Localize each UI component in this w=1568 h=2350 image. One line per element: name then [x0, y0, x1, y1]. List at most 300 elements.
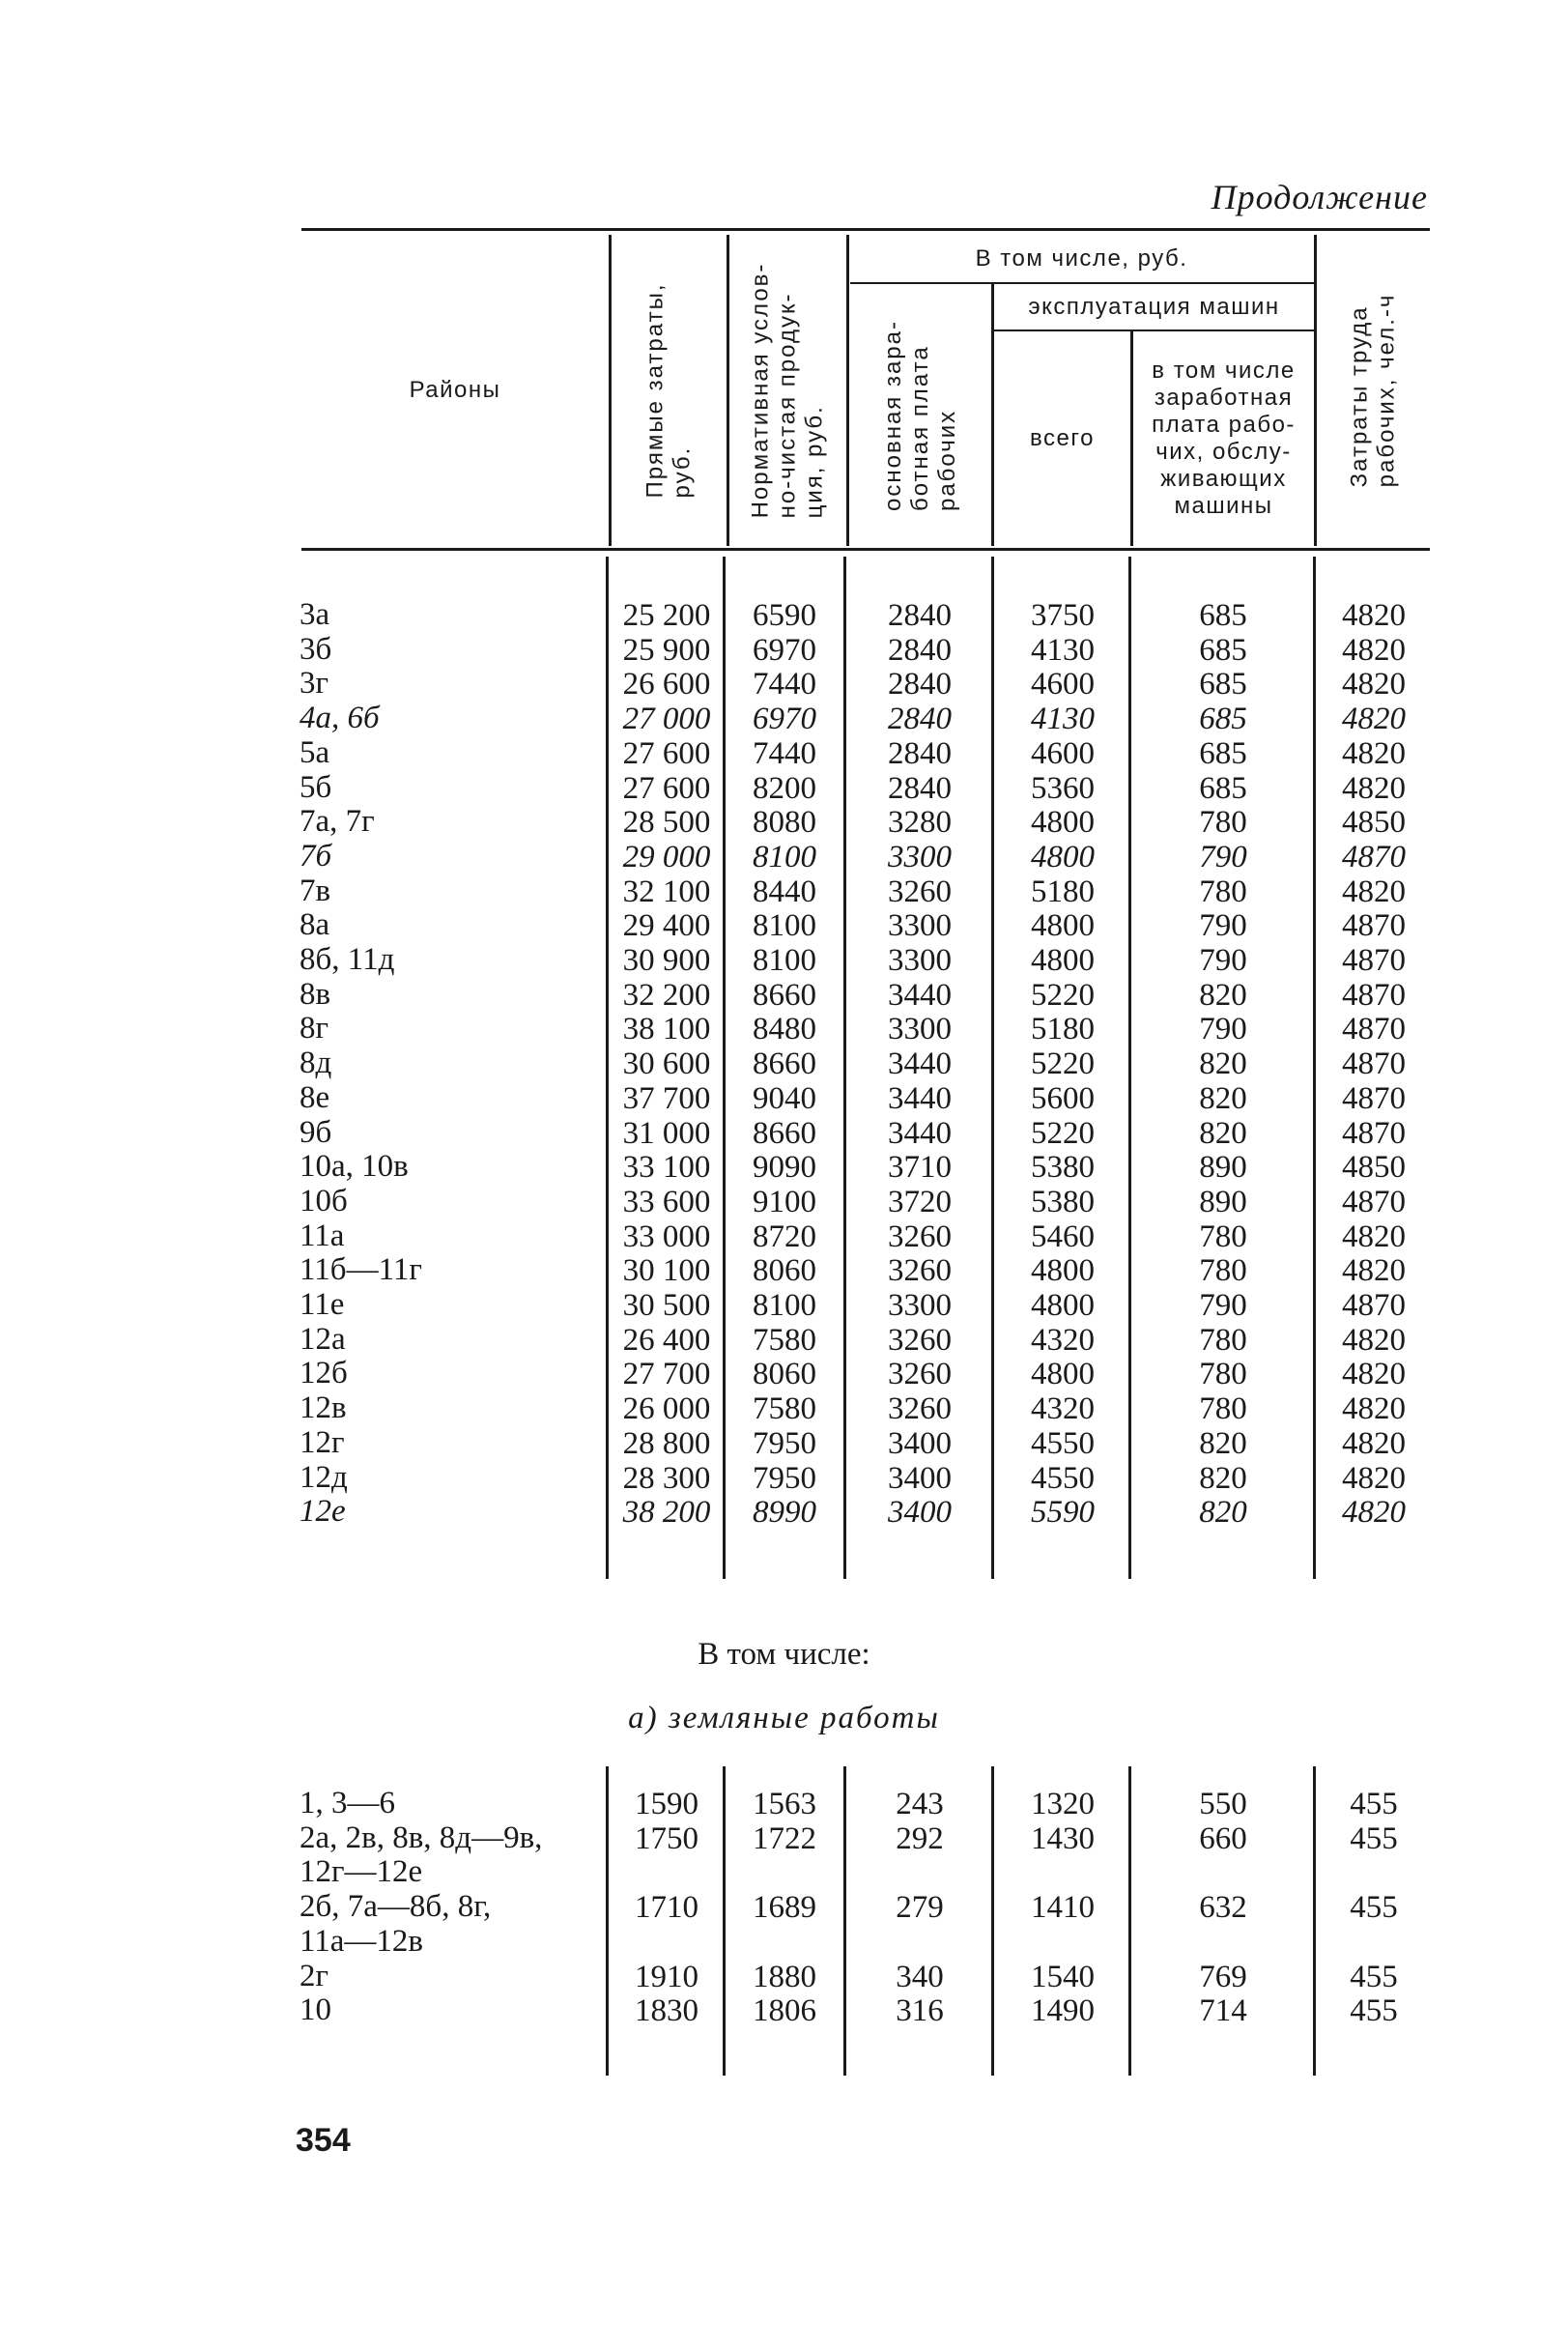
main-table-direct-cell: 33 600 — [622, 1184, 711, 1219]
main-table-wage-cell: 3260 — [888, 1253, 952, 1289]
main-table-direct-cell: 26 400 — [622, 1322, 711, 1358]
main-table-wage-cell: 3400 — [888, 1495, 952, 1531]
earth-table-wage-cell: 340 — [896, 1959, 944, 1994]
main-table-machine-wage-cell: 790 — [1199, 1012, 1247, 1047]
main-table-wage-cell: 3260 — [888, 874, 952, 909]
main-table-district-line: 3а — [299, 597, 330, 632]
main-table-product-cell: 7950 — [753, 1425, 816, 1461]
main-table-labor-cell: 4870 — [1342, 1115, 1406, 1151]
main-table-machine-total-cell: 4130 — [1031, 702, 1095, 737]
main-table-machine-wage-cell: 780 — [1199, 1253, 1247, 1289]
main-table-wage-cell: 3300 — [888, 908, 952, 944]
main-table-product-cell: 8100 — [753, 1288, 816, 1323]
main-table-district — [299, 1357, 348, 1391]
main-table-product-cell: 8100 — [753, 839, 816, 874]
main-table-machine-total-cell: 5220 — [1031, 1046, 1095, 1082]
main-table-direct-cell: 28 500 — [622, 805, 711, 841]
header-base-wage — [849, 284, 991, 546]
header-direct-costs-line-1: Прямые затраты, — [641, 282, 669, 499]
main-table-product-cell: 8440 — [753, 874, 816, 909]
main-table-district-line: 4а, 6б — [299, 701, 380, 736]
main-table-product-cell: 8480 — [753, 1012, 816, 1047]
main-table-machine-total-cell: 4800 — [1031, 943, 1095, 978]
main-table-wage-cell: 3720 — [888, 1184, 952, 1219]
main-table-direct-cell: 27 700 — [622, 1357, 711, 1392]
main-table-machine-wage-cell: 780 — [1199, 805, 1247, 841]
main-table-row — [0, 667, 1568, 702]
main-table-district-line: 7а, 7г — [299, 804, 375, 840]
main-table-direct-cell: 25 900 — [622, 632, 711, 668]
earth-table-district — [299, 1993, 331, 2028]
main-table-district — [299, 736, 329, 771]
main-table-district-line: 7б — [299, 838, 332, 874]
header-machine-wage-line-6: машины — [1174, 493, 1273, 519]
main-table-row — [0, 598, 1568, 633]
earth-table-row — [0, 1993, 1568, 2028]
main-table-district — [299, 1116, 331, 1151]
earth-table-machine-total-cell: 1540 — [1031, 1959, 1095, 1994]
main-table-labor-cell: 4820 — [1342, 1218, 1406, 1254]
main-table-machine-total-cell: 5220 — [1031, 1115, 1095, 1151]
main-table-machine-wage-cell: 820 — [1199, 1046, 1247, 1082]
main-table-district — [299, 1081, 329, 1116]
main-table-direct-cell: 28 300 — [622, 1460, 711, 1496]
main-table-machine-wage-cell: 685 — [1199, 735, 1247, 771]
main-table-product-cell: 8060 — [753, 1357, 816, 1392]
header-direct-costs-label — [642, 283, 697, 499]
main-table-district — [299, 598, 329, 633]
main-table-wage-cell: 3300 — [888, 943, 952, 978]
main-table-direct-cell: 28 800 — [622, 1425, 711, 1461]
main-table-machine-wage-cell: 685 — [1199, 702, 1247, 737]
main-table-district — [299, 771, 331, 806]
main-table-product-cell: 7580 — [753, 1391, 816, 1427]
main-table-row — [0, 1150, 1568, 1185]
header-machine-operation — [994, 284, 1314, 330]
main-table-product-cell: 8200 — [753, 770, 816, 806]
header-bottom-rule — [301, 548, 1430, 551]
header-machine-wage-line-4: чих, обслу- — [1155, 439, 1292, 465]
header-labor-costs — [1317, 235, 1430, 546]
main-table-row — [0, 1426, 1568, 1461]
main-table-district-line: 11е — [299, 1287, 345, 1322]
main-table-row — [0, 1046, 1568, 1081]
main-table-direct-cell: 27 600 — [622, 770, 711, 806]
main-table-machine-total-cell: 5380 — [1031, 1184, 1095, 1219]
main-table-row — [0, 1253, 1568, 1288]
main-table-district — [299, 1046, 331, 1081]
main-table-machine-total-cell: 4600 — [1031, 735, 1095, 771]
main-table-row — [0, 1323, 1568, 1358]
main-table-district — [299, 943, 394, 978]
main-table-machine-total-cell: 4550 — [1031, 1460, 1095, 1496]
main-table-district-line: 5б — [299, 769, 332, 805]
main-table-district-line: 10б — [299, 1183, 348, 1218]
earth-table-wage-cell: 279 — [896, 1890, 944, 1926]
earth-table-product-cell: 1689 — [753, 1890, 816, 1926]
main-table-product-cell: 9100 — [753, 1184, 816, 1219]
earth-table-district — [299, 1890, 491, 1959]
main-table-wage-cell: 3260 — [888, 1322, 952, 1358]
main-table-machine-total-cell: 4800 — [1031, 1288, 1095, 1323]
main-table-machine-wage-cell: 820 — [1199, 1495, 1247, 1531]
main-table-district — [299, 1461, 348, 1496]
main-table-labor-cell: 4820 — [1342, 598, 1406, 633]
main-table-district-line: 8в — [299, 976, 331, 1012]
header-direct-costs — [612, 235, 727, 546]
main-table-row — [0, 1081, 1568, 1116]
main-table-row — [0, 1495, 1568, 1530]
earth-table-machine-total-cell: 1320 — [1031, 1787, 1095, 1821]
main-table-row — [0, 1116, 1568, 1151]
main-table-row — [0, 1185, 1568, 1219]
main-table-wage-cell: 3300 — [888, 839, 952, 874]
header-normative-product-label — [748, 263, 829, 519]
main-table-wage-cell: 3280 — [888, 805, 952, 841]
continuation-label: Продолжение — [1211, 178, 1428, 216]
header-machine-wage-line-2: заработная — [1154, 385, 1294, 411]
earth-table-district-line: 1, 3—6 — [299, 1786, 395, 1820]
main-table-labor-cell: 4870 — [1342, 908, 1406, 944]
earth-table-product-cell: 1880 — [753, 1959, 816, 1994]
main-table-machine-wage-cell: 780 — [1199, 1322, 1247, 1358]
main-table-product-cell: 8080 — [753, 805, 816, 841]
earth-table-district-line: 2г — [299, 1958, 329, 1993]
main-table-machine-total-cell: 5380 — [1031, 1150, 1095, 1186]
main-table-wage-cell: 2840 — [888, 735, 952, 771]
main-table-labor-cell: 4850 — [1342, 1150, 1406, 1186]
main-table-labor-cell: 4870 — [1342, 1080, 1406, 1116]
main-table-labor-cell: 4820 — [1342, 770, 1406, 806]
earth-table-machine-wage-cell: 769 — [1199, 1959, 1247, 1994]
main-table-labor-cell: 4820 — [1342, 735, 1406, 771]
main-table-machine-wage-cell: 685 — [1199, 598, 1247, 633]
main-table-labor-cell: 4870 — [1342, 1184, 1406, 1219]
main-table-labor-cell: 4820 — [1342, 667, 1406, 702]
earth-table-machine-wage-cell: 632 — [1199, 1890, 1247, 1926]
main-table-direct-cell: 31 000 — [622, 1115, 711, 1151]
header-base-wage-line-2: ботная плата — [906, 344, 933, 511]
main-table-direct-cell: 38 200 — [622, 1495, 711, 1531]
main-table-wage-cell: 2840 — [888, 632, 952, 668]
earth-table-direct-cell: 1750 — [635, 1820, 698, 1856]
main-table-product-cell: 8060 — [753, 1253, 816, 1289]
main-table-district-line: 8е — [299, 1079, 330, 1115]
main-table-district — [299, 1253, 422, 1288]
main-table-labor-cell: 4820 — [1342, 1253, 1406, 1289]
main-table-district — [299, 633, 331, 668]
earth-table-machine-total-cell: 1490 — [1031, 1993, 1095, 2029]
main-table-machine-wage-cell: 685 — [1199, 770, 1247, 806]
main-table-machine-wage-cell: 890 — [1199, 1184, 1247, 1219]
main-table-district-line: 8а — [299, 907, 330, 943]
main-table-product-cell: 8660 — [753, 977, 816, 1013]
main-table-labor-cell: 4820 — [1342, 1495, 1406, 1531]
main-table-labor-cell: 4870 — [1342, 839, 1406, 874]
main-table-labor-cell: 4820 — [1342, 874, 1406, 909]
main-table-district — [299, 1012, 328, 1046]
main-table-product-cell: 7950 — [753, 1460, 816, 1496]
main-table-direct-cell: 26 000 — [622, 1391, 711, 1427]
earth-table-product-cell: 1722 — [753, 1820, 816, 1856]
main-table-direct-cell: 30 600 — [622, 1046, 711, 1082]
main-table-product-cell: 6970 — [753, 632, 816, 668]
main-table-machine-total-cell: 5600 — [1031, 1080, 1095, 1116]
earth-table-row — [0, 1821, 1568, 1890]
earth-table-wage-cell: 316 — [896, 1993, 944, 2029]
main-table-district-line: 12б — [299, 1356, 348, 1391]
main-table-district-line: 12е — [299, 1494, 346, 1530]
main-table-wage-cell: 3440 — [888, 1046, 952, 1082]
header-total — [994, 331, 1130, 546]
earth-table-district — [299, 1821, 542, 1890]
main-table-district-line: 8б, 11д — [299, 942, 395, 977]
main-table-row — [0, 736, 1568, 771]
main-table-row — [0, 805, 1568, 840]
main-table-machine-wage-cell: 820 — [1199, 1115, 1247, 1151]
earth-table-direct-cell: 1830 — [635, 1993, 698, 2029]
main-table-machine-total-cell: 5220 — [1031, 977, 1095, 1013]
main-table-district — [299, 1150, 409, 1185]
main-table-wage-cell: 3440 — [888, 1115, 952, 1151]
main-table-machine-wage-cell: 820 — [1199, 977, 1247, 1013]
main-table-machine-wage-cell: 685 — [1199, 667, 1247, 702]
header-districts-label: Районы — [409, 377, 501, 403]
main-table-product-cell: 7440 — [753, 667, 816, 702]
header-including-group — [849, 235, 1314, 282]
main-table-labor-cell: 4870 — [1342, 943, 1406, 978]
main-table-machine-wage-cell: 820 — [1199, 1460, 1247, 1496]
main-table-wage-cell: 3260 — [888, 1357, 952, 1392]
main-table-district — [299, 1426, 345, 1461]
table-top-rule — [301, 228, 1430, 231]
main-table-district-line: 9б — [299, 1114, 332, 1150]
header-normative-product — [729, 235, 846, 546]
earth-table-machine-total-cell: 1410 — [1031, 1890, 1095, 1926]
main-table-district — [299, 874, 330, 909]
main-table-district-line: 3б — [299, 631, 332, 667]
header-labor-costs-line-2: рабочих, чел.-ч — [1373, 293, 1400, 488]
main-table-direct-cell: 32 100 — [622, 874, 711, 909]
main-table-row — [0, 1461, 1568, 1496]
main-table-district-line: 11б—11г — [299, 1252, 422, 1288]
earth-table-direct-cell: 1590 — [635, 1787, 698, 1821]
main-table-district-line: 8г — [299, 1011, 329, 1046]
main-table-direct-cell: 38 100 — [622, 1012, 711, 1047]
main-table-product-cell: 9090 — [753, 1150, 816, 1186]
header-total-label: всего — [1030, 425, 1095, 451]
main-table-machine-total-cell: 4800 — [1031, 1357, 1095, 1392]
header-machine-wage-label — [1152, 358, 1296, 520]
earth-table-labor-cell: 455 — [1350, 1787, 1398, 1821]
main-table-direct-cell: 30 900 — [622, 943, 711, 978]
main-table-product-cell: 8720 — [753, 1218, 816, 1254]
main-table-district-line: 8д — [299, 1046, 332, 1081]
main-table-machine-wage-cell: 820 — [1199, 1080, 1247, 1116]
main-table-wage-cell: 3710 — [888, 1150, 952, 1186]
main-table-district — [299, 1391, 347, 1426]
main-table-product-cell: 8100 — [753, 908, 816, 944]
main-table-labor-cell: 4820 — [1342, 1425, 1406, 1461]
main-table-district-line: 12г — [299, 1424, 345, 1460]
header-direct-costs-line-2: руб. — [669, 445, 696, 499]
main-table-labor-cell: 4820 — [1342, 1460, 1406, 1496]
earth-table-machine-wage-cell: 550 — [1199, 1787, 1247, 1821]
main-table-wage-cell: 2840 — [888, 667, 952, 702]
header-labor-costs-line-1: Затраты труда — [1346, 305, 1373, 488]
earth-table-labor-cell: 455 — [1350, 1993, 1398, 2029]
header-base-wage-line-3: рабочих — [933, 409, 960, 511]
main-table-product-cell: 8100 — [753, 943, 816, 978]
main-table-direct-cell: 26 600 — [622, 667, 711, 702]
main-table-direct-cell: 25 200 — [622, 598, 711, 633]
main-table-wage-cell: 3300 — [888, 1288, 952, 1323]
earth-table-row — [0, 1960, 1568, 1994]
header-normative-product-line-2: но-чистая продук- — [774, 292, 801, 519]
main-table-machine-total-cell: 5180 — [1031, 874, 1095, 909]
main-table-wage-cell: 3260 — [888, 1391, 952, 1427]
main-table-row — [0, 1391, 1568, 1426]
earth-table-row — [0, 1787, 1568, 1821]
earth-table-machine-wage-cell: 714 — [1199, 1993, 1247, 2029]
header-machine-wage-line-5: живающих — [1160, 466, 1287, 492]
header-machine-wage — [1133, 331, 1314, 546]
header-machine-operation-label: эксплуатация машин — [1028, 293, 1280, 320]
header-including-group-label: В том числе, руб. — [975, 244, 1188, 272]
main-table-labor-cell: 4820 — [1342, 1391, 1406, 1427]
earth-table-district — [299, 1960, 328, 1994]
header-districts — [301, 235, 609, 546]
header-base-wage-line-1: основная зара- — [879, 319, 906, 511]
main-table-machine-total-cell: 5590 — [1031, 1495, 1095, 1531]
earth-table-district-line: 11а—12в — [299, 1923, 424, 1959]
main-table-row — [0, 943, 1568, 978]
page-number: 354 — [296, 2122, 351, 2159]
main-table-direct-cell: 27 000 — [622, 702, 711, 737]
earth-table-product-cell: 1563 — [753, 1787, 816, 1821]
earth-table-district-line: 12г—12е — [299, 1854, 423, 1890]
main-table-row — [0, 874, 1568, 909]
main-table-product-cell: 8660 — [753, 1115, 816, 1151]
main-table-wage-cell: 2840 — [888, 598, 952, 633]
main-table-district-line: 7в — [299, 873, 331, 908]
main-table-wage-cell: 2840 — [888, 702, 952, 737]
main-table-direct-cell: 33 000 — [622, 1218, 711, 1254]
main-table-product-cell: 8660 — [753, 1046, 816, 1082]
main-table-direct-cell: 29 000 — [622, 839, 711, 874]
main-table-labor-cell: 4820 — [1342, 1357, 1406, 1392]
main-table-district — [299, 1323, 346, 1358]
main-table-labor-cell: 4820 — [1342, 702, 1406, 737]
earth-table-district-line: 10 — [299, 1992, 331, 2028]
main-table-direct-cell: 29 400 — [622, 908, 711, 944]
main-table-district — [299, 1185, 348, 1219]
main-table-product-cell: 7440 — [753, 735, 816, 771]
section-title: В том числе: — [698, 1637, 870, 1672]
earth-table-machine-wage-cell: 660 — [1199, 1820, 1247, 1856]
main-table-row — [0, 633, 1568, 668]
main-table-labor-cell: 4870 — [1342, 1012, 1406, 1047]
main-table-wage-cell: 2840 — [888, 770, 952, 806]
main-table-direct-cell: 32 200 — [622, 977, 711, 1013]
main-table-district-line: 10а, 10в — [299, 1149, 409, 1185]
main-table-direct-cell: 30 500 — [622, 1288, 711, 1323]
main-table-district-line: 12а — [299, 1321, 346, 1357]
main-table-product-cell: 9040 — [753, 1080, 816, 1116]
earth-table-product-cell: 1806 — [753, 1993, 816, 2029]
header-machine-wage-line-3: плата рабо- — [1152, 412, 1296, 438]
main-table-row — [0, 771, 1568, 806]
main-table-district — [299, 702, 380, 736]
main-table-machine-total-cell: 5180 — [1031, 1012, 1095, 1047]
header-normative-product-line-1: Нормативная услов- — [747, 262, 774, 519]
main-table-machine-total-cell: 5360 — [1031, 770, 1095, 806]
main-table-district-line: 5а — [299, 734, 330, 770]
earth-table-district — [299, 1787, 395, 1821]
section-subtitle: а) земляные работы — [628, 1701, 940, 1735]
main-table-machine-total-cell: 4320 — [1031, 1322, 1095, 1358]
main-table-machine-total-cell: 4800 — [1031, 1253, 1095, 1289]
main-table-direct-cell: 30 100 — [622, 1253, 711, 1289]
main-table-machine-total-cell: 4130 — [1031, 632, 1095, 668]
main-table-machine-wage-cell: 790 — [1199, 943, 1247, 978]
main-table-machine-wage-cell: 790 — [1199, 908, 1247, 944]
main-table-row — [0, 1288, 1568, 1323]
main-table-labor-cell: 4870 — [1342, 977, 1406, 1013]
earth-table-direct-cell: 1910 — [635, 1959, 698, 1994]
main-table-row — [0, 840, 1568, 874]
main-table-row — [0, 1219, 1568, 1254]
earth-table-labor-cell: 455 — [1350, 1820, 1398, 1856]
main-table-row — [0, 1357, 1568, 1391]
main-table-district — [299, 1219, 344, 1254]
earth-table-direct-cell: 1710 — [635, 1890, 698, 1926]
main-table-labor-cell: 4820 — [1342, 1322, 1406, 1358]
main-table-machine-wage-cell: 890 — [1199, 1150, 1247, 1186]
main-table-wage-cell: 3440 — [888, 1080, 952, 1116]
main-table-labor-cell: 4820 — [1342, 632, 1406, 668]
main-table-machine-wage-cell: 790 — [1199, 1288, 1247, 1323]
main-table-district-line: 11а — [299, 1218, 345, 1253]
main-table-machine-total-cell: 4320 — [1031, 1391, 1095, 1427]
earth-table-wage-cell: 292 — [896, 1820, 944, 1856]
main-table-machine-wage-cell: 685 — [1199, 632, 1247, 668]
main-table-wage-cell: 3440 — [888, 977, 952, 1013]
earth-table-labor-cell: 455 — [1350, 1890, 1398, 1926]
main-table-district-line: 3г — [299, 666, 329, 702]
main-table-direct-cell: 27 600 — [622, 735, 711, 771]
earth-table-district-line: 2а, 2в, 8в, 8д—9в, — [299, 1820, 543, 1855]
main-table-district — [299, 908, 329, 943]
main-table-row — [0, 702, 1568, 736]
main-table-direct-cell: 37 700 — [622, 1080, 711, 1116]
earth-table-labor-cell: 455 — [1350, 1959, 1398, 1994]
main-table-machine-total-cell: 3750 — [1031, 598, 1095, 633]
main-table-district — [299, 840, 331, 874]
main-table-district — [299, 1288, 344, 1323]
main-table-district — [299, 1495, 346, 1530]
header-base-wage-label — [880, 319, 961, 510]
main-table-machine-total-cell: 4800 — [1031, 839, 1095, 874]
earth-table-row — [0, 1890, 1568, 1959]
main-table-wage-cell: 3300 — [888, 1012, 952, 1047]
main-table-machine-total-cell: 4800 — [1031, 908, 1095, 944]
main-table-district — [299, 978, 330, 1013]
earth-table-machine-total-cell: 1430 — [1031, 1820, 1095, 1856]
main-table-direct-cell: 33 100 — [622, 1150, 711, 1186]
main-table-machine-wage-cell: 780 — [1199, 874, 1247, 909]
main-table-labor-cell: 4870 — [1342, 1288, 1406, 1323]
